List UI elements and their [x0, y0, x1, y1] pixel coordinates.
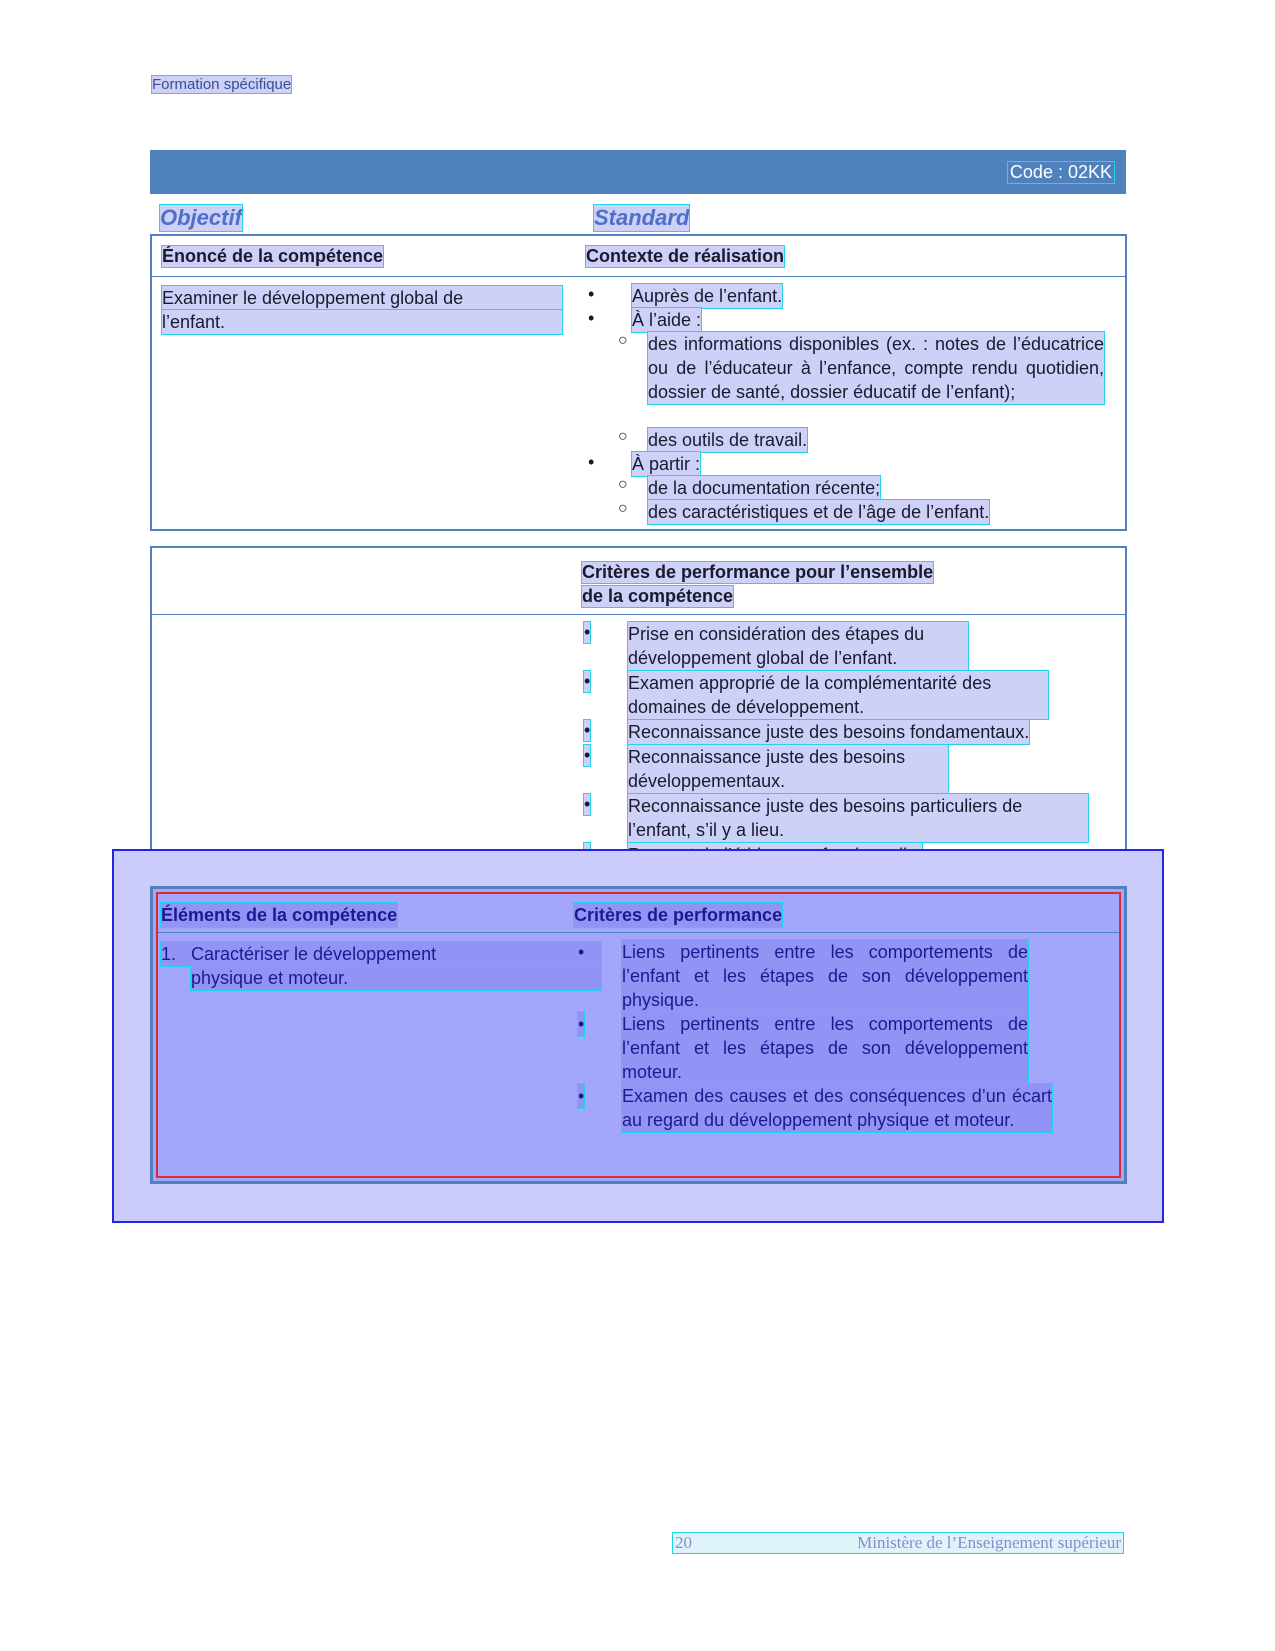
- bullet-icon: •: [578, 942, 585, 962]
- list-item: ○ des outils de travail.: [618, 428, 808, 450]
- element-text: Caractériser le développement: [191, 944, 437, 964]
- page-number: 20: [675, 1533, 692, 1552]
- list-item: ○ des caractéristiques et de l’âge de l’enfant.: [618, 500, 990, 522]
- column-head-elements: Éléments de la compétence: [161, 905, 398, 925]
- list-item: ○ de la documentation récente;: [618, 476, 881, 498]
- footer-organization: Ministère de l’Enseignement supérieur: [857, 1533, 1121, 1552]
- circle-bullet-icon: ○: [618, 500, 628, 517]
- bullet-icon: •: [584, 622, 591, 642]
- statement-line: Examiner le développement global de: [162, 288, 464, 308]
- code-banner: [150, 150, 1126, 194]
- criteria-list: [582, 622, 1102, 867]
- context-list: [586, 284, 1106, 524]
- bullet-icon: •: [578, 1014, 585, 1034]
- list-item: • Reconnaissance juste des besoins particuliers de l’enfant, s’il y a lieu.: [582, 794, 1102, 843]
- list-item: • Liens pertinents entre les comportements de l’enfant et les étapes de son développement moteur.: [578, 1014, 1028, 1082]
- page-footer: [673, 1533, 1123, 1553]
- element-text-cont: physique et moteur.: [191, 966, 601, 990]
- circle-bullet-icon: ○: [618, 428, 628, 445]
- competency-code: Code : 02KK: [1009, 162, 1112, 182]
- column-head-criteria-line1: Critères de performance pour l’ensemble: [582, 562, 934, 582]
- list-item: • Examen des causes et des conséquences d’un écart au regard du développement physique et moteur.: [578, 1086, 1052, 1130]
- column-head-enonce: Énoncé de la compétence: [162, 246, 384, 266]
- competency-elements-table: [150, 886, 1127, 1184]
- list-item: • Examen approprié de la complémentarité des domaines de développement.: [582, 671, 1102, 720]
- list-item: • Prise en considération des étapes du développement global de l’enfant.: [582, 622, 1102, 671]
- circle-bullet-icon: ○: [618, 476, 628, 493]
- section-title-standard: Standard: [594, 205, 690, 230]
- element-1: [161, 942, 601, 966]
- bullet-icon: •: [584, 745, 591, 765]
- competency-statement: [162, 286, 562, 310]
- list-item: • À partir :: [588, 452, 701, 474]
- competency-statement-table: [150, 234, 1127, 531]
- list-item: ○ des informations disponibles (ex. : notes de l’éducatrice ou de l’éducateur à l’enfance, compte rendu quotidien, dossier de santé, dossier éducatif de l’enfant);: [618, 332, 1104, 402]
- list-item: • Auprès de l’enfant.: [588, 284, 783, 306]
- element-number: 1.: [161, 944, 177, 964]
- bullet-icon: •: [584, 720, 591, 740]
- section-title-objectif: Objectif: [160, 205, 242, 230]
- list-item: • Liens pertinents entre les comportements de l’enfant et les étapes de son développement physique.: [578, 942, 1028, 1010]
- column-head-criteria-line2: de la compétence: [582, 586, 734, 606]
- table-header-divider: [158, 932, 1119, 933]
- performance-criteria-list: [574, 940, 1052, 1156]
- column-head-performance: Critères de performance: [574, 905, 783, 925]
- bullet-icon: •: [588, 284, 595, 304]
- list-item: • Reconnaissance juste des besoins développementaux.: [582, 745, 1102, 794]
- bullet-icon: •: [584, 671, 591, 691]
- column-head-contexte: Contexte de réalisation: [586, 246, 785, 266]
- bullet-icon: •: [588, 452, 595, 472]
- circle-bullet-icon: ○: [618, 332, 628, 349]
- bullet-icon: •: [584, 794, 591, 814]
- selected-region-frame: [156, 892, 1121, 1178]
- running-header: Formation spécifique: [152, 76, 292, 93]
- list-item: • Reconnaissance juste des besoins fondamentaux.: [584, 720, 1030, 742]
- bullet-icon: •: [578, 1086, 585, 1106]
- overall-performance-criteria-table: [150, 546, 1127, 871]
- competency-statement-cont: l’enfant.: [162, 310, 562, 334]
- bullet-icon: •: [588, 308, 595, 328]
- list-item: • À l’aide :: [588, 308, 702, 330]
